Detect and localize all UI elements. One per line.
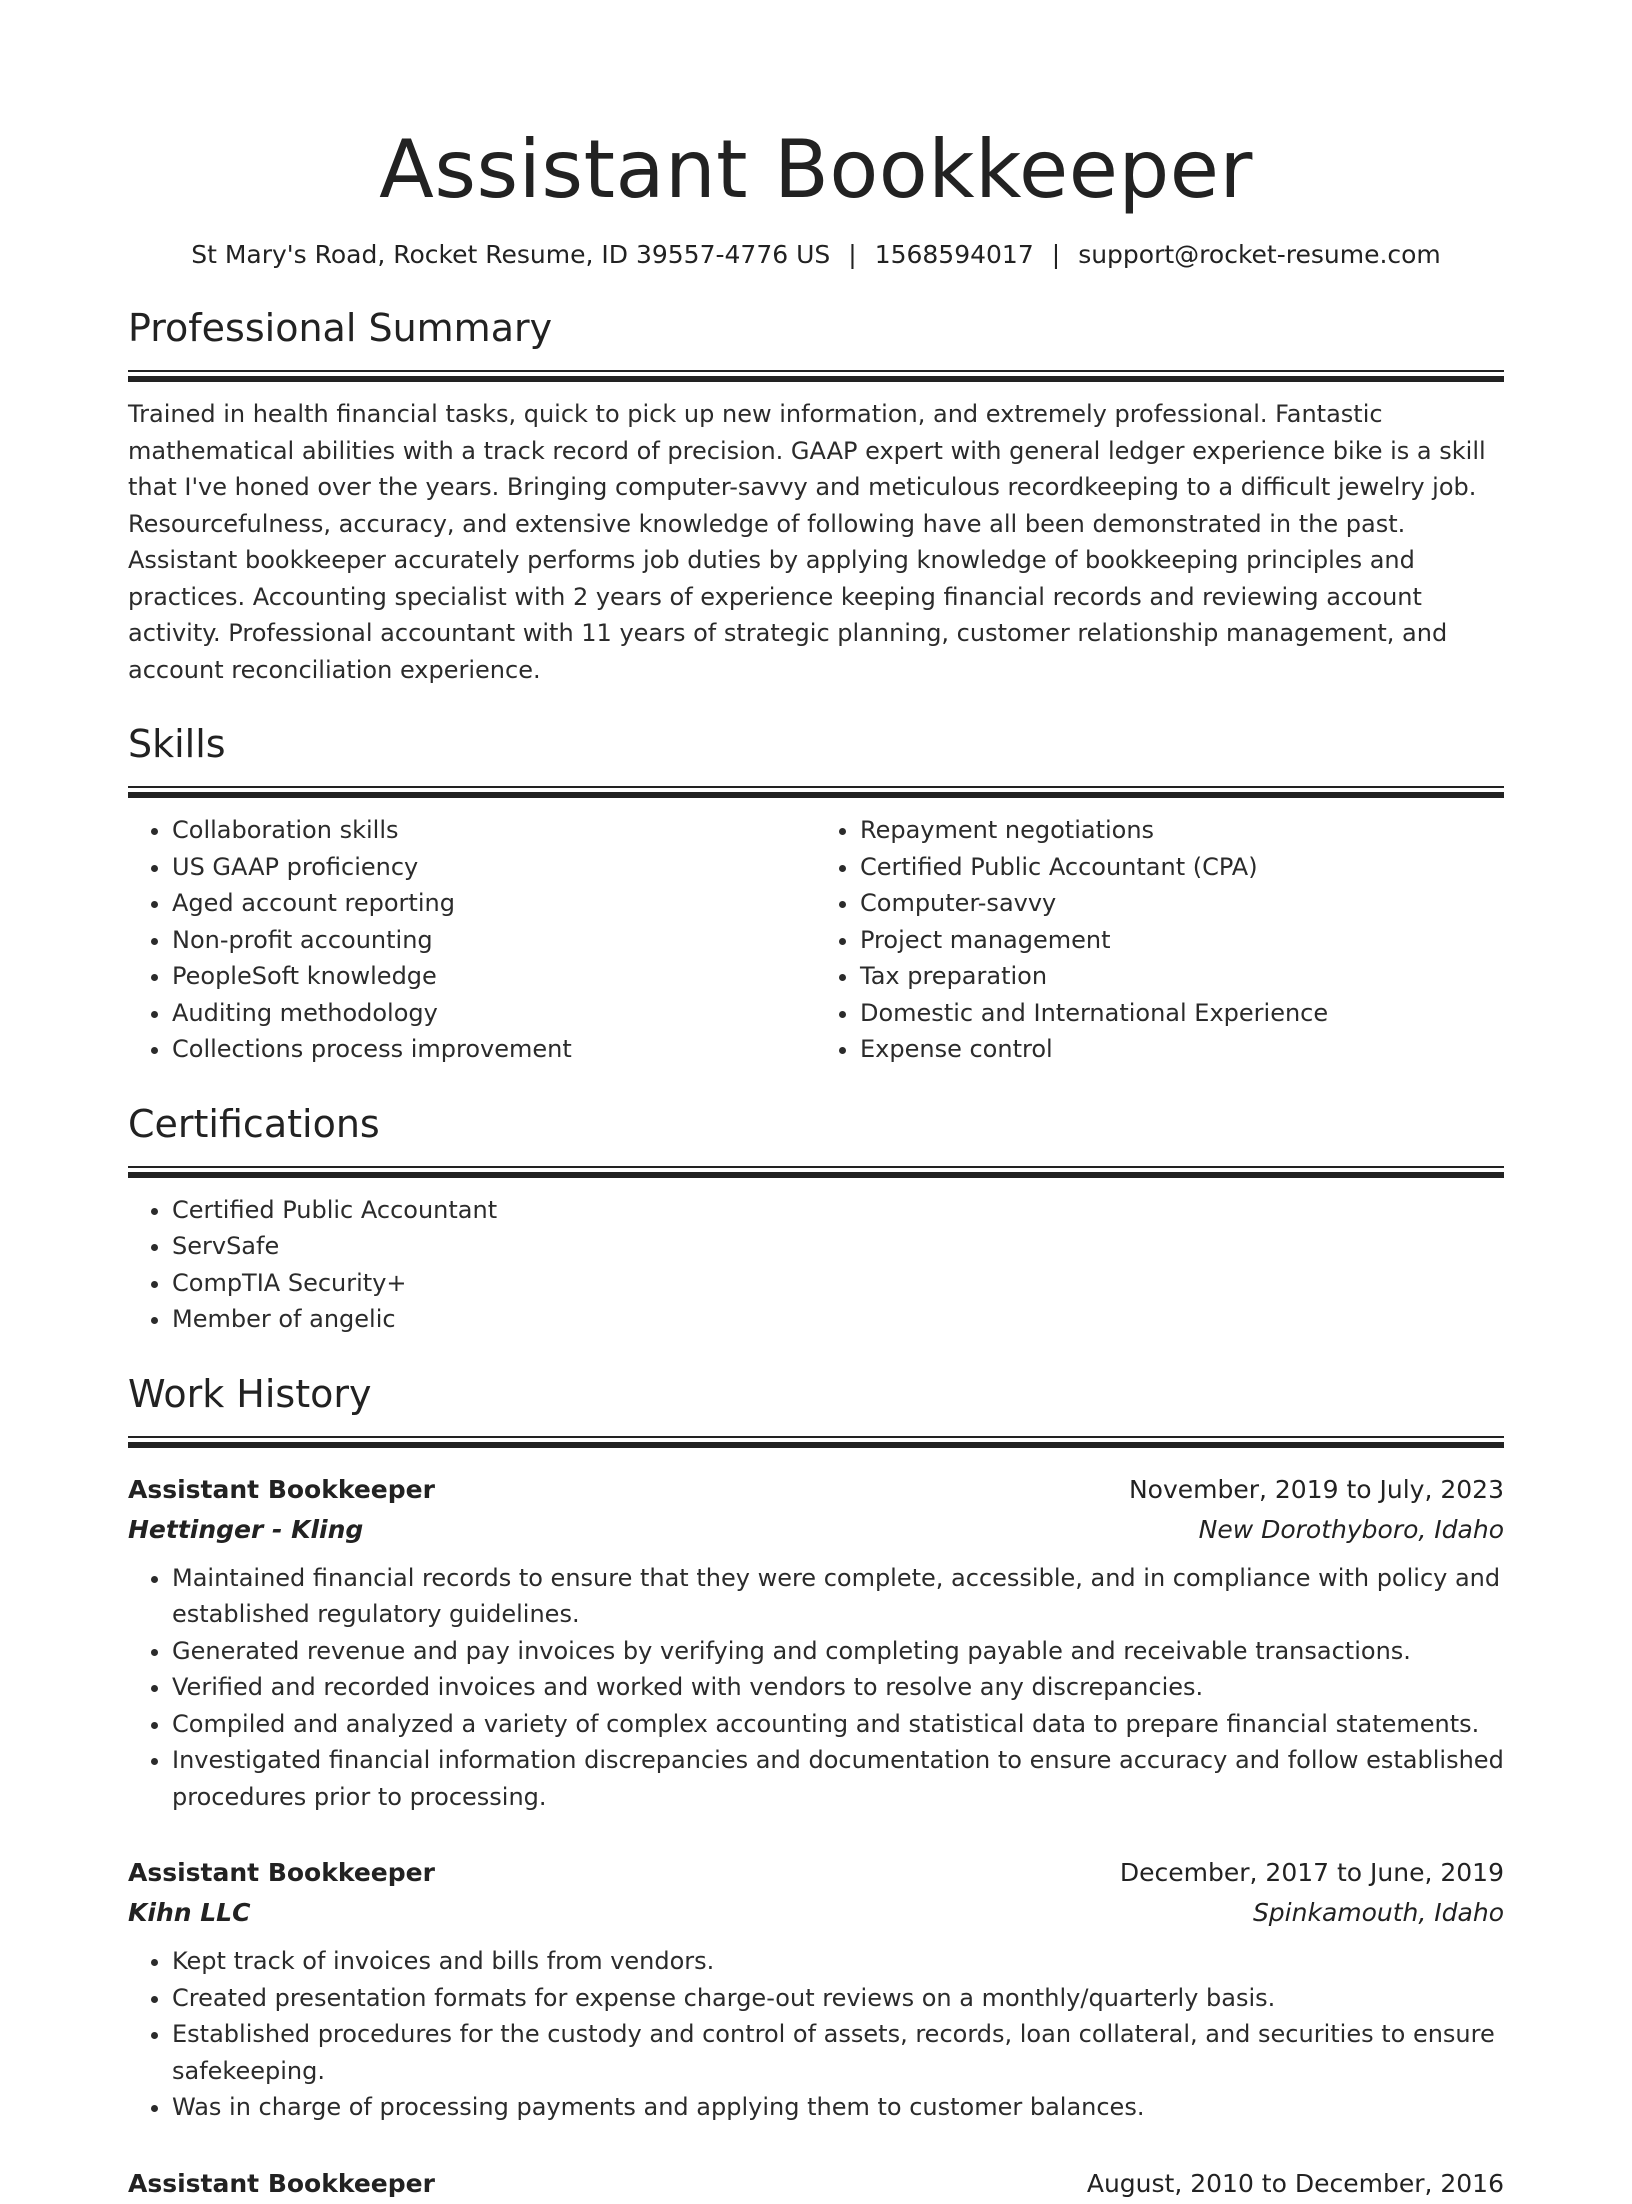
skills-list-right	[816, 812, 1504, 1068]
section-divider	[128, 1436, 1504, 1448]
job-duty: • Generated revenue and pay invoices by verifying and completing payable and receivable transactions.	[172, 1633, 1504, 1670]
job-duty: • Investigated financial information discrepancies and documentation to ensure accuracy and follow established procedures prior to processing.	[172, 1742, 1504, 1815]
skill-item: • Collaboration skills	[172, 812, 816, 849]
skill-item: • Certified Public Accountant (CPA)	[860, 849, 1504, 886]
section-divider	[128, 1166, 1504, 1178]
skill-item: • Collections process improvement	[172, 1031, 816, 1068]
section-divider	[128, 370, 1504, 382]
job-location: New Dorothyboro, Idaho	[1198, 1514, 1504, 1544]
job-entry	[128, 1853, 1504, 2126]
skill-item: • Auditing methodology	[172, 995, 816, 1032]
job-company-row	[128, 1510, 1504, 1550]
certification-item: • Member of angelic	[172, 1301, 1504, 1338]
certification-item: • CompTIA Security+	[172, 1265, 1504, 1302]
job-header-row	[128, 2164, 1504, 2204]
job-duty: • Kept track of invoices and bills from vendors.	[172, 1943, 1504, 1980]
skills-section	[128, 720, 1504, 1068]
job-dates: November, 2019 to July, 2023	[1128, 1474, 1504, 1504]
section-title-summary: Professional Summary	[128, 306, 553, 350]
skill-item: • Domestic and International Experience	[860, 995, 1504, 1032]
skill-item: • Repayment negotiations	[860, 812, 1504, 849]
work-history-section	[128, 1370, 1504, 2204]
skill-item: • Project management	[860, 922, 1504, 959]
skill-item: • Expense control	[860, 1031, 1504, 1068]
section-divider	[128, 786, 1504, 798]
job-location: Spinkamouth, Idaho	[1252, 1898, 1504, 1927]
job-header-row	[128, 1470, 1504, 1510]
skill-item: • Aged account reporting	[172, 885, 816, 922]
job-title: Assistant Bookkeeper	[128, 2168, 435, 2198]
section-title-work-history: Work History	[128, 1371, 372, 1416]
job-company: Hettinger - Kling	[128, 1514, 364, 1544]
skill-item: • Non-profit accounting	[172, 922, 816, 959]
skills-list-left	[128, 812, 816, 1068]
job-duty: • Verified and recorded invoices and worked with vendors to resolve any discrepancies.	[172, 1669, 1504, 1706]
contact-email: support@rocket-resume.com	[1078, 240, 1441, 269]
job-dates: December, 2017 to June, 2019	[1119, 1858, 1504, 1887]
summary-section	[128, 304, 1504, 688]
contact-address: St Mary's Road, Rocket Resume, ID 39557-4776 US	[191, 240, 831, 269]
job-company-row	[128, 1893, 1504, 1933]
contact-phone: 1568594017	[874, 240, 1034, 269]
job-duty: • Maintained financial records to ensure that they were complete, accessible, and in compliance with policy and established regulatory guidelines.	[172, 1560, 1504, 1633]
job-duty: • Established procedures for the custody and control of assets, records, loan collateral, and securities to ensure safekeeping.	[172, 2016, 1504, 2089]
job-duty: • Compiled and analyzed a variety of complex accounting and statistical data to prepare financial statements.	[172, 1706, 1504, 1743]
job-entry	[128, 1470, 1504, 1816]
resume-name: Assistant Bookkeeper	[379, 123, 1253, 216]
job-company: Kihn LLC	[128, 1898, 251, 1927]
certifications-list	[128, 1192, 1504, 1338]
summary-text: Trained in health financial tasks, quick to pick up new information, and extremely professional. Fantastic mathematical abilities with a track record of precision. GAAP expert with general ledger experience bike is a skill that I've honed over the years. Bringing computer-savvy and meticulous recordkeeping to a difficult jewelry job. Resourcefulness, accuracy, and extensive knowledge of following have all been demonstrated in the past. Assistant bookkeeper accurately performs job duties by applying knowledge of bookkeeping principles and practices. Accounting specialist with 2 years of experience keeping financial records and reviewing account activity. Professional accountant with 11 years of strategic planning, customer relationship management, and account reconciliation experience.	[128, 400, 1486, 684]
section-title-certifications: Certifications	[128, 1101, 380, 1146]
skill-item: • US GAAP proficiency	[172, 849, 816, 886]
job-header-row	[128, 1853, 1504, 1893]
skill-item: • Computer-savvy	[860, 885, 1504, 922]
job-duty: • Created presentation formats for expense charge-out reviews on a monthly/quarterly basis.	[172, 1980, 1504, 2017]
job-entry	[128, 2164, 1504, 2204]
section-title-skills: Skills	[128, 722, 226, 766]
job-title: Assistant Bookkeeper	[128, 1474, 435, 1504]
contact-line	[128, 238, 1504, 272]
certifications-section	[128, 1100, 1504, 1338]
job-title: Assistant Bookkeeper	[128, 1858, 435, 1887]
skills-columns	[128, 812, 1504, 1068]
certification-item: • ServSafe	[172, 1228, 1504, 1265]
job-duties-list	[128, 1943, 1504, 2126]
skill-item: • PeopleSoft knowledge	[172, 958, 816, 995]
contact-separator: |	[1051, 240, 1061, 269]
skill-item: • Tax preparation	[860, 958, 1504, 995]
job-dates: August, 2010 to December, 2016	[1086, 2168, 1504, 2198]
contact-separator: |	[848, 240, 857, 269]
job-duty: • Was in charge of processing payments and applying them to customer balances.	[172, 2089, 1504, 2126]
job-duties-list	[128, 1560, 1504, 1816]
certification-item: • Certified Public Accountant	[172, 1192, 1504, 1229]
